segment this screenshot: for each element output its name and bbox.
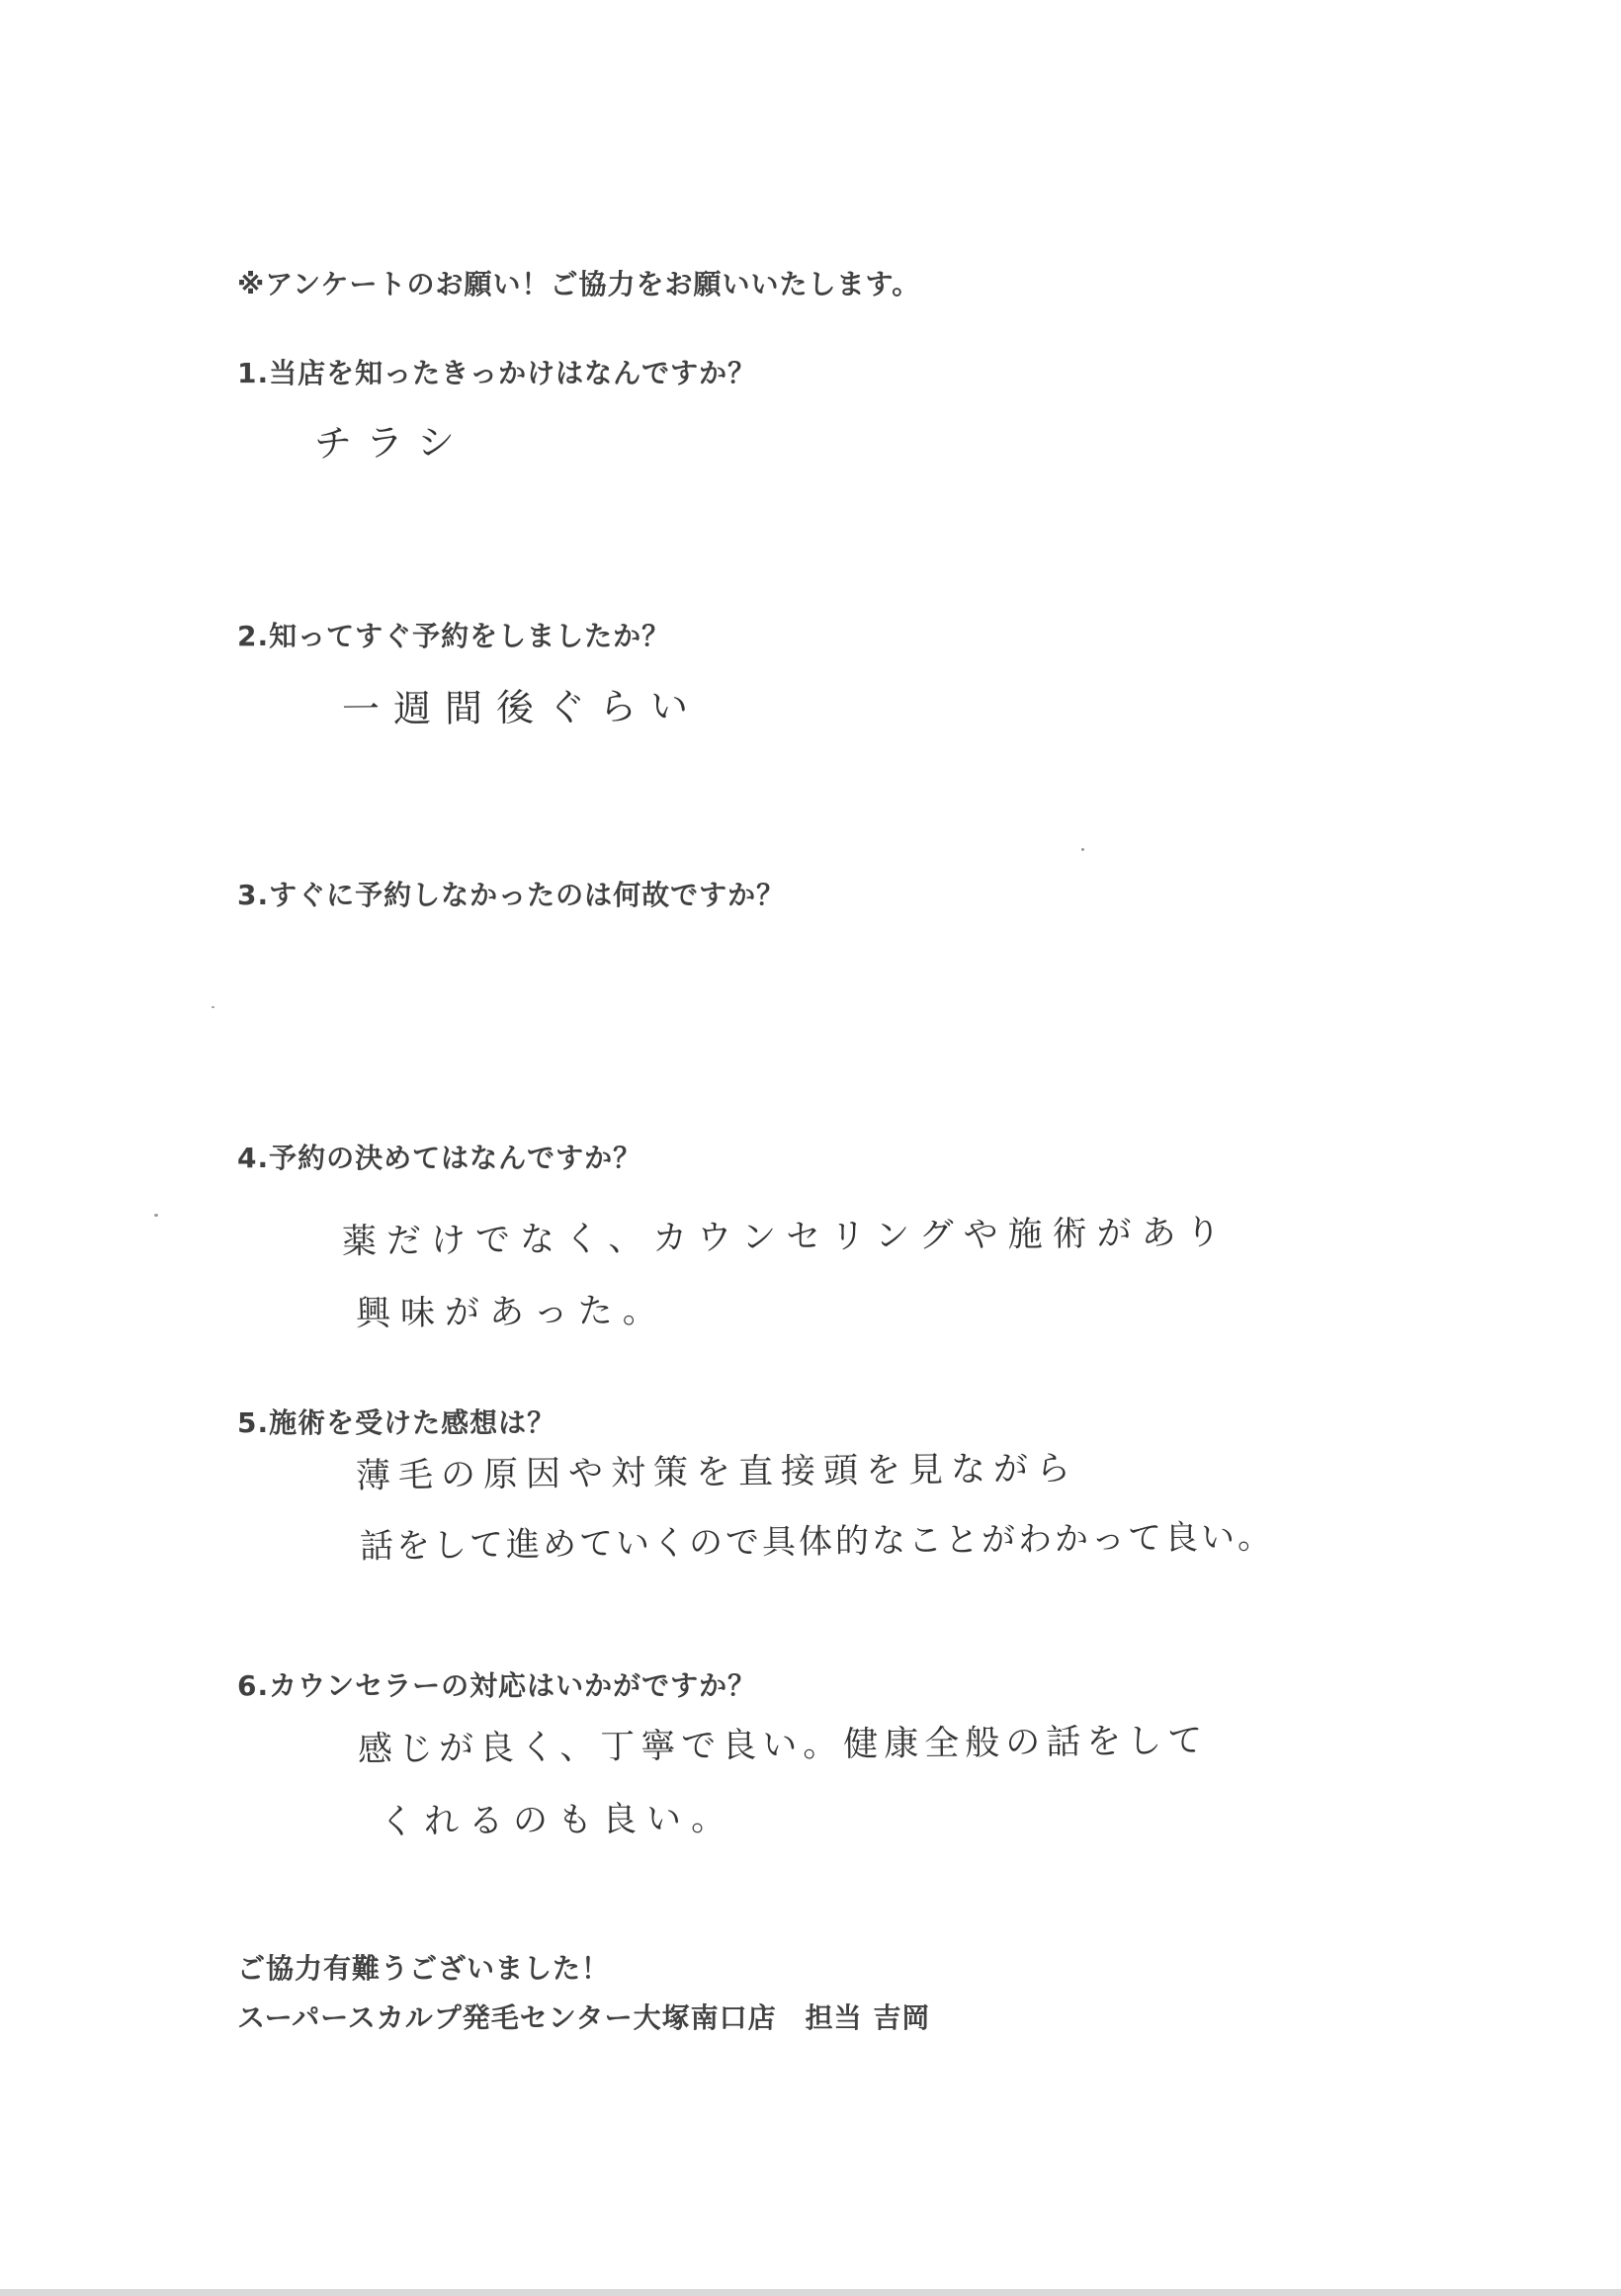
question-4-answer-line-2: 興味があった。 xyxy=(355,1291,667,1334)
scan-speck xyxy=(1081,848,1084,851)
footer-thanks: ご協力有難うございました！ xyxy=(237,1952,611,1985)
scan-speck xyxy=(212,1006,214,1008)
question-5-answer-line-2: 話をして進めていくので具体的なことがわかって良い。 xyxy=(359,1517,1275,1567)
question-3-label: 3.すぐに予約しなかったのは何故ですか？ xyxy=(237,879,786,911)
scan-speck xyxy=(154,1214,158,1217)
survey-header: ※アンケートのお願い！ご協力をお願いいたします。 xyxy=(237,268,921,300)
question-1-label: 1.当店を知ったきっかけはなんですか？ xyxy=(237,357,757,389)
question-2-label: 2.知ってすぐ予約をしましたか？ xyxy=(237,620,671,652)
footer-store-line: スーパースカルプ発毛センター大塚南口店 担当 吉岡 xyxy=(237,2001,931,2034)
question-6-answer-line-1: 感じが良く、丁寧で良い。健康全般の話をして xyxy=(357,1721,1209,1770)
question-6-label: 6.カウンセラーの対応はいかがですか？ xyxy=(237,1669,757,1702)
question-2-answer-line-1: 一週間後ぐらい xyxy=(341,684,703,731)
scan-edge xyxy=(0,2289,1621,2296)
question-4-label: 4.予約の決めてはなんですか？ xyxy=(237,1142,642,1174)
question-1-answer-line-1: チラシ xyxy=(313,420,469,466)
question-4-answer-line-1: 薬だけでなく、カウンセリングや施術があり xyxy=(341,1213,1231,1262)
question-5-answer-line-1: 薄毛の原因や対策を直接頭を見ながら xyxy=(355,1449,1079,1496)
question-5-label: 5.施術を受けた感想は？ xyxy=(237,1406,556,1439)
question-6-answer-line-2: くれるのも良い。 xyxy=(379,1799,736,1842)
